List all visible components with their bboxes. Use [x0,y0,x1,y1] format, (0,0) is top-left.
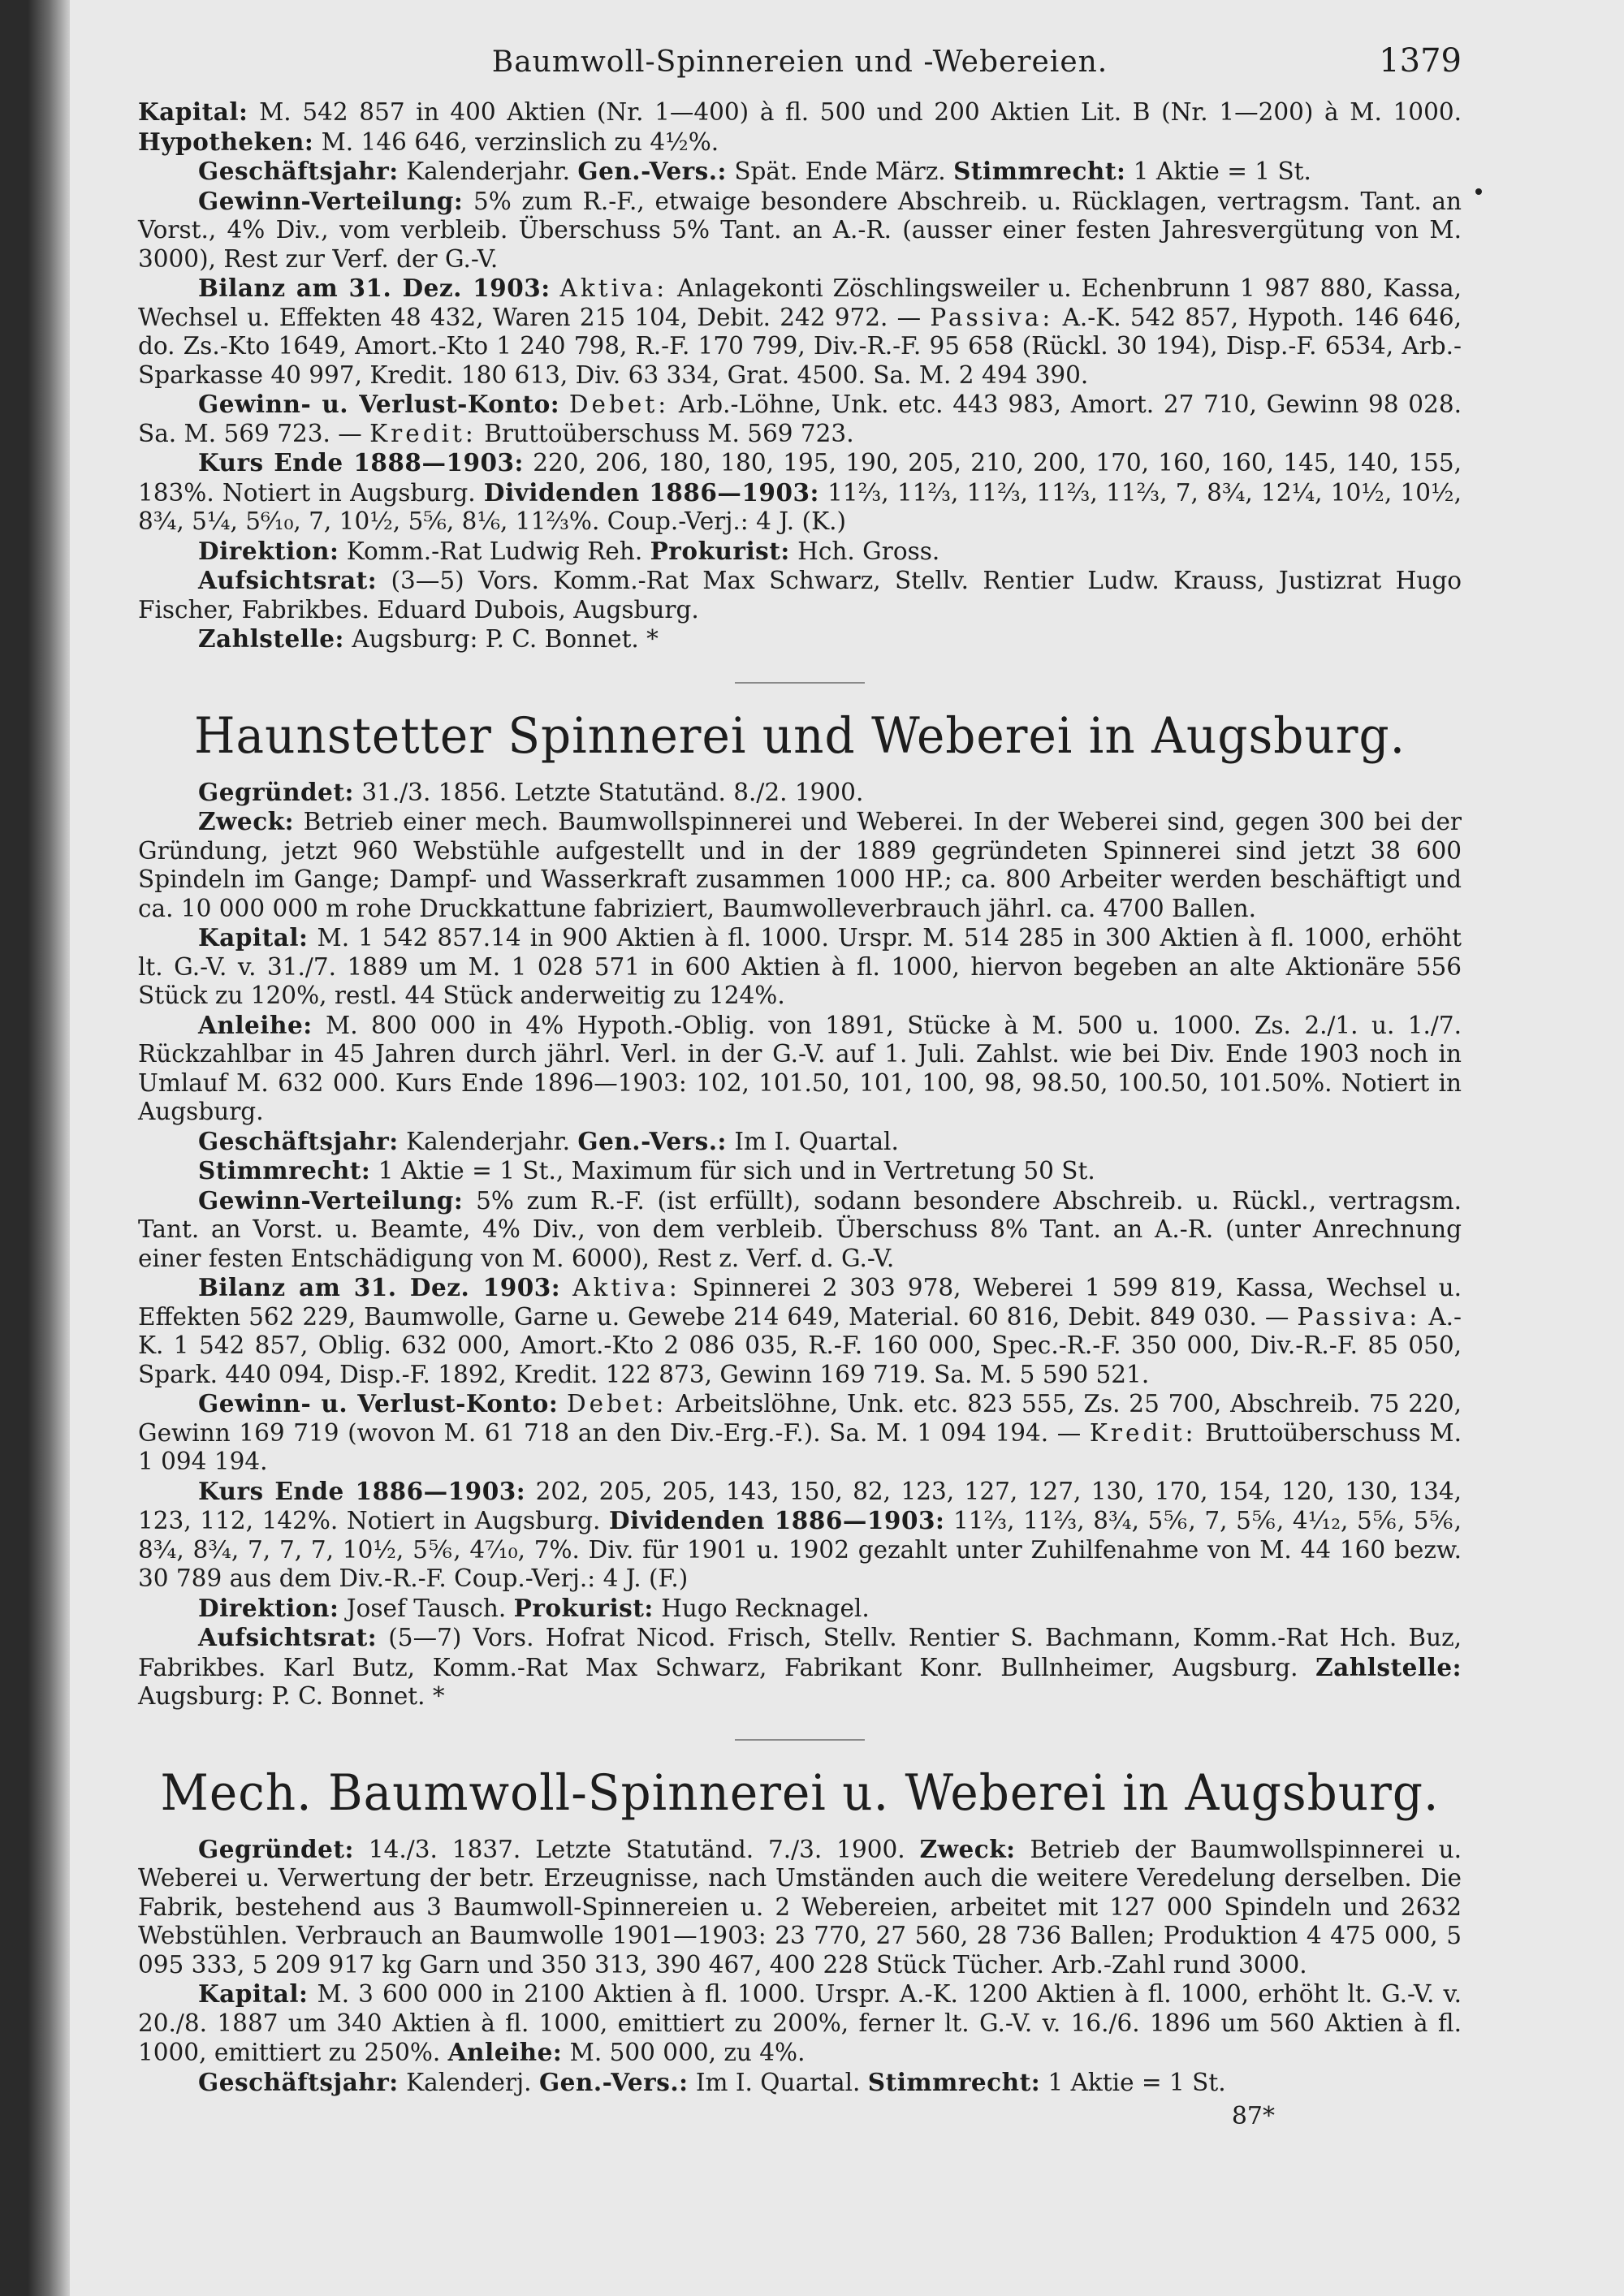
field-label: Gewinn- u. Verlust-Konto: [198,390,560,418]
entry-paragraph [138,1979,1462,2068]
field-text: 1 Aktie = 1 St., Maximum für sich und in Vertretung 50 St. [370,1157,1095,1185]
field-text: 202, 205, 205, 143, 150, 82, 123, 127, 127, 130, 170, 154, 120, 130, 134, 123, 112, 142%. Notiert in Augsburg. [138,1477,1462,1534]
entry-paragraph [138,390,1462,448]
field-text: Komm.-Rat Ludwig Reh. [339,537,650,565]
field-text: Augsburg: P. C. Bonnet. * [343,625,659,653]
field-text: M. 542 857 in 400 Aktien (Nr. 1—400) à fl. 500 und 200 Aktien Lit. B (Nr. 1—200) à M. 1000. [248,98,1462,126]
field-text: 5% zum R.-F. (ist erfüllt), sodann besondere Abschreib. u. Rückl., vertragsm. Tant. an Vorst. u. Beamte, 4% Div., von dem verbleib. Überschuss 8% Tant. an A.-R. (unter Anrechnung einer festen Entschädigung von M. 6000), Rest z. Verf. d. G.-V. [138,1186,1462,1272]
field-label: Anleihe: [198,1010,313,1039]
footer-signature: 87* [1231,2102,1275,2130]
spaced-label: Aktiva: [572,1274,680,1301]
field-label: Bilanz am 31. Dez. 1903: [198,274,551,302]
field-label: Gegründet: [198,777,354,806]
field-label: Bilanz am 31. Dez. 1903: [198,1273,561,1301]
field-text: Im I. Quartal. [726,1127,899,1155]
field-text: Hugo Recknagel. [653,1594,870,1622]
entry-paragraph [138,1186,1462,1274]
document-page [138,32,1462,2130]
field-label: Aufsichtsrat: [198,1623,378,1651]
field-label: Geschäftsjahr: [198,2067,399,2096]
company-heading-haunstetter: Haunstetter Spinnerei und Weberei in Augsburg. [193,706,1406,765]
field-text: Spinnerei 2 303 978, Weberei 1 599 819, Kassa, Wechsel u. Effekten 562 229, Baumwolle, Garne u. Gewebe 214 649, Material. 60 816, Debit. 849 030. — [138,1274,1462,1331]
field-text: 220, 206, 180, 180, 195, 190, 205, 210, 200, 170, 160, 160, 145, 140, 155, 183%. Notiert in Augsburg. [138,449,1462,507]
field-text: M. 3 600 000 in 2100 Aktien à fl. 1000. Urspr. A.-K. 1200 Aktien à fl. 1000, erhöht lt. G.-V. v. 20./8. 1887 um 340 Aktien à fl. 1000, emittiert zu 200%, ferner lt. G.-V. v. 16./6. 1896 um 560 Aktien à fl. 1000, emittiert zu 250%. [138,1980,1462,2066]
entry-paragraph [138,778,1462,808]
field-label: Direktion: [198,1593,339,1622]
entry-paragraph [138,624,1462,654]
entry-paragraph [138,1011,1462,1127]
entry-paragraph [138,97,1462,157]
entry-block-mech-baumwoll [138,1835,1462,2098]
margin-mark [1475,188,1482,195]
field-label: Stimmrecht: [867,2067,1041,2096]
field-label: Prokurist: [513,1593,654,1622]
entry-paragraph [138,1594,1462,1624]
field-label: Geschäftsjahr: [198,157,399,185]
spaced-label: Passiva: [1297,1302,1421,1331]
field-text: Kalenderj. [398,2068,539,2096]
field-label: Dividenden 1886—1903: [483,477,819,507]
field-label: Kapital: [198,1979,309,2008]
field-label: Stimmrecht: [953,157,1126,185]
field-text: 11⅔, 11⅔, 11⅔, 11⅔, 11⅔, 7, 8¾, 12¼, 10½, 10½, 8¾, 5¼, 5⁶⁄₁₀, 7, 10½, 5⅚, 8⅙, 11⅔%. Coup.-Verj.: 4 J. (K.) [138,478,1462,535]
field-text: 11⅔, 11⅔, 8¾, 5⅚, 7, 5⅚, 4¹⁄₁₂, 5⅚, 5⅚, 8¾, 8¾, 7, 7, 7, 10½, 5⅚, 4⁷⁄₁₀, 7%. Div. für 1901 u. 1902 gezahlt unter Zuhilfenahme von M. 44 160 bezw. 30 789 aus dem Div.-R.-F. Coup.-Verj.: 4 J. (F.) [138,1507,1462,1592]
field-text: Arb.-Löhne, Unk. etc. 443 983, Amort. 27 710, Gewinn 98 028. Sa. M. 569 723. — [138,391,1462,447]
entry-paragraph [138,807,1462,923]
entry-paragraph [138,1477,1462,1594]
field-label: Gewinn-Verteilung: [198,1185,464,1215]
field-text: Arbeitslöhne, Unk. etc. 823 555, Zs. 25 700, Abschreib. 75 220, Gewinn 169 719 (wovon M. 61 718 an den Div.-Erg.-F.). Sa. M. 1 094 194. — [138,1390,1462,1447]
field-text: Betrieb der Baumwollspinnerei u. Weberei u. Verwertung der betr. Erzeugnisse, nach Umständen auch die weitere Veredelung derselben. Die Fabrik, bestehend aus 3 Baumwoll-Spinnereien u. 2 Webereien, arbeitet mit 127 000 Spindeln und 2632 Webstühlen. Verbrauch an Baumwolle 1901—1903: 23 770, 27 560, 28 736 Ballen; Produktion 4 475 000, 5 095 333, 5 209 917 kg Garn und 350 313, 390 467, 400 228 Stück Tücher. Arb.-Zahl rund 3000. [138,1835,1462,1979]
field-label: Aufsichtsrat: [198,566,378,594]
field-label: Kapital: [138,97,248,126]
field-label: Direktion: [198,536,339,565]
entry-paragraph [138,187,1462,274]
field-label: Gen.-Vers.: [538,2067,689,2096]
field-label: Gegründet: [198,1834,354,1863]
field-text: 14./3. 1837. Letzte Statutänd. 7./3. 1900. [353,1835,920,1863]
field-label: Dividenden 1886—1903: [608,1506,945,1534]
field-text: Josef Tausch. [339,1594,514,1622]
entry-paragraph [138,448,1462,537]
spaced-label: Passiva: [930,303,1054,331]
page-number: 1379 [1379,42,1462,80]
running-header [138,32,1462,97]
field-label: Zweck: [198,807,294,835]
entry-paragraph [138,1156,1462,1186]
entry-block-1 [138,97,1462,654]
entry-paragraph [138,274,1462,390]
field-label: Stimmrecht: [198,1156,371,1185]
field-label: Anleihe: [447,2038,563,2066]
field-text: M. 800 000 in 4% Hypoth.-Oblig. von 1891, Stücke à M. 500 u. 1000. Zs. 2./1. u. 1./7. Rückzahlbar in 45 Jahren durch jährl. Verl. in der G.-V. auf 1. Juli. Zahlst. wie bei Div. Ende 1903 noch in Umlauf M. 632 000. Kurs Ende 1896—1903: 102, 101.50, 101, 100, 98, 98.50, 100.50, 101.50%. Notiert in Augsburg. [138,1011,1462,1125]
entry-paragraph [138,923,1462,1011]
entry-paragraph [138,1835,1462,1980]
entry-paragraph [138,157,1462,187]
entry-block-haunstetter [138,778,1462,1711]
field-text: Betrieb einer mech. Baumwollspinnerei und Weberei. In der Weberei sind, gegen 300 bei der Gründung, jetzt 960 Webstühle aufgestellt und in der 1889 gegründeten Spinnerei sind jetzt 38 600 Spindeln im Gange; Dampf- und Wasserkraft zusammen 1000 HP.; ca. 800 Arbeiter werden beschäftigt und ca. 10 000 000 m rohe Druckkattune fabriziert, Baumwolleverbrauch jährl. ca. 4700 Ballen. [138,808,1462,922]
spaced-label: Debet: [568,391,670,418]
field-label: Kurs Ende 1888—1903: [198,448,524,477]
spaced-label: Kredit: [1089,1418,1197,1447]
entry-paragraph [138,566,1462,624]
field-text: Kalenderjahr. [398,1127,578,1155]
spaced-label: Aktiva: [559,274,668,302]
field-text: 1 Aktie = 1 St. [1040,2068,1226,2096]
field-text: Kalenderjahr. [398,158,578,185]
section-divider [735,682,865,684]
entry-paragraph [138,1127,1462,1157]
field-label: Zahlstelle: [198,624,344,653]
field-label: Geschäftsjahr: [198,1126,399,1155]
field-text: A.-K. 542 857, Hypoth. 146 646, do. Zs.-Kto 1649, Amort.-Kto 1 240 798, R.-F. 170 799, Div.-R.-F. 95 658 (Rückl. 30 194), Disp.-F. 6534, Arb.-Sparkasse 40 997, Kredit. 180 613, Div. 63 334, Grat. 4500. Sa. M. 2 494 390. [138,303,1462,389]
field-label: Kurs Ende 1886—1903: [198,1476,526,1505]
field-text: M. 1 542 857.14 in 900 Aktien à fl. 1000. Urspr. M. 514 285 in 300 Aktien à fl. 1000, erhöht lt. G.-V. v. 31./7. 1889 um M. 1 028 571 in 600 Aktien à fl. 1000, hiervon begeben an alte Aktionäre 556 Stück zu 120%, restl. 44 Stück anderweitig zu 124%. [138,924,1462,1009]
field-label: Hypotheken: [138,127,314,156]
entry-paragraph [138,1623,1462,1711]
field-text: Hch. Gross. [789,537,940,565]
book-binding-shadow [0,0,70,2296]
section-divider [735,1739,865,1741]
field-text: Augsburg: P. C. Bonnet. * [138,1682,445,1710]
field-label: Gen.-Vers.: [577,157,727,185]
field-text: Bruttoüberschuss M. 1 094 194. [138,1418,1462,1475]
field-label: Gewinn-Verteilung: [198,186,464,215]
field-text: A.-K. 1 542 857, Oblig. 632 000, Amort.-Kto 2 086 035, R.-F. 160 000, Spec.-R.-F. 350 000, Div.-R.-F. 85 050, Spark. 440 094, Disp.-F. 1892, Kredit. 122 873, Gewinn 169 719. Sa. M. 5 590 521. [138,1302,1462,1388]
field-text: 5% zum R.-F., etwaige besondere Abschreib. u. Rücklagen, vertragsm. Tant. an Vorst., 4% Div., vom verbleib. Überschuss 5% Tant. an A.-R. (ausser einer festen Jahresvergütung von M. 3000), Rest zur Verf. der G.-V. [138,187,1462,273]
field-text [560,1274,572,1301]
field-text: 1 Aktie = 1 St. [1125,158,1311,185]
entry-paragraph [138,1389,1462,1477]
field-text [558,1390,567,1418]
field-text: Spät. Ende März. [726,158,954,185]
field-text: M. 500 000, zu 4%. [562,2039,806,2066]
field-text: Bruttoüberschuss M. 569 723. [476,419,854,447]
field-label: Gewinn- u. Verlust-Konto: [198,1389,559,1418]
field-text: (5—7) Vors. Hofrat Nicod. Frisch, Stellv. Rentier S. Bachmann, Komm.-Rat Hch. Buz, Fabrikbes. Karl Butz, Komm.-Rat Max Schwarz, Fabrikant Konr. Bullnheimer, Augsburg. [138,1624,1462,1681]
field-text: Im I. Quartal. [688,2068,868,2096]
field-text [551,274,560,302]
company-heading-mech-baumwoll: Mech. Baumwoll-Spinnerei u. Weberei in Augsburg. [160,1763,1440,1822]
spaced-label: Debet: [567,1390,667,1418]
field-label: Zweck: [919,1834,1016,1863]
field-label: Gen.-Vers.: [577,1126,727,1155]
running-title: Baumwoll-Spinnereien und -Webereien. [491,45,1108,79]
field-text: 31./3. 1856. Letzte Statutänd. 8./2. 1900. [353,778,864,806]
field-text: M. 146 646, verzinslich zu 4½%. [313,127,719,156]
field-text: (3—5) Vors. Komm.-Rat Max Schwarz, Stellv. Rentier Ludw. Krauss, Justizrat Hugo Fischer, Fabrikbes. Eduard Dubois, Augsburg. [138,567,1462,624]
entry-paragraph [138,2068,1462,2098]
field-label: Kapital: [198,923,309,952]
field-text [559,391,569,418]
entry-paragraph [138,537,1462,567]
field-label: Prokurist: [650,536,790,565]
spaced-label: Kredit: [369,419,477,447]
entry-paragraph [138,1273,1462,1389]
field-text: Anlagekonti Zöschlingsweiler u. Echenbrunn 1 987 880, Kassa, Wechsel u. Effekten 48 432, Waren 215 104, Debit. 242 972. — [138,274,1462,331]
field-label: Zahlstelle: [1315,1652,1462,1681]
